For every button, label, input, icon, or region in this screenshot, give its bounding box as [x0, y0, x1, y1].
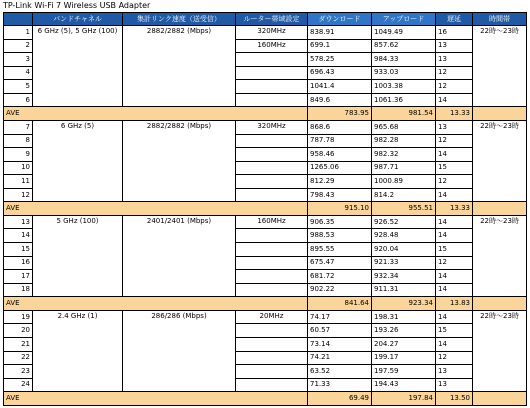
link-speed-cell: 2401/2401 (Mbps) [123, 215, 236, 296]
table-body [4, 26, 527, 406]
average-upload: 955.51 [372, 202, 436, 216]
router-bandwidth-cell [236, 80, 308, 94]
download-cell: 63.52 [308, 365, 372, 379]
latency-cell: 14 [436, 148, 473, 162]
average-label: AVE [4, 107, 308, 121]
router-bandwidth-cell: 320MHz [236, 120, 308, 134]
latency-cell: 14 [436, 188, 473, 202]
router-bandwidth-cell [236, 324, 308, 338]
latency-cell: 12 [436, 134, 473, 148]
average-row [4, 202, 527, 216]
download-cell: 906.35 [308, 215, 372, 229]
latency-cell: 15 [436, 161, 473, 175]
time-slot-cell: 22時〜23時 [473, 215, 527, 296]
router-bandwidth-cell [236, 148, 308, 162]
row-index: 13 [4, 215, 33, 229]
upload-cell: 928.48 [372, 229, 436, 243]
table-row [4, 310, 527, 324]
router-bandwidth-cell: 320MHz [236, 26, 308, 40]
upload-cell: 1049.49 [372, 26, 436, 40]
upload-cell: 920.04 [372, 243, 436, 257]
latency-cell: 12 [436, 351, 473, 365]
download-cell: 812.29 [308, 175, 372, 189]
download-cell: 787.78 [308, 134, 372, 148]
upload-cell: 926.52 [372, 215, 436, 229]
upload-cell: 204.27 [372, 337, 436, 351]
average-download: 69.49 [308, 392, 372, 406]
router-bandwidth-cell [236, 53, 308, 67]
upload-cell: 982.28 [372, 134, 436, 148]
average-latency: 13.33 [436, 202, 473, 216]
latency-cell: 14 [436, 215, 473, 229]
average-label: AVE [4, 297, 308, 311]
router-bandwidth-cell: 160MHz [236, 39, 308, 53]
router-bandwidth-cell [236, 175, 308, 189]
download-cell: 681.72 [308, 270, 372, 284]
upload-cell: 197.59 [372, 365, 436, 379]
table-row [4, 26, 527, 40]
router-bandwidth-cell [236, 270, 308, 284]
upload-cell: 194.43 [372, 378, 436, 392]
download-cell: 74.21 [308, 351, 372, 365]
router-bandwidth-cell [236, 243, 308, 257]
row-index: 2 [4, 39, 33, 53]
latency-cell: 12 [436, 175, 473, 189]
row-index: 1 [4, 26, 33, 40]
download-cell: 798.43 [308, 188, 372, 202]
band-channel-cell: 2.4 GHz (1) [33, 310, 123, 391]
latency-cell: 12 [436, 256, 473, 270]
latency-cell: 13 [436, 378, 473, 392]
download-cell: 849.6 [308, 93, 372, 107]
header-link-speed: 集計リンク速度（送受信） [123, 13, 236, 26]
latency-cell: 14 [436, 337, 473, 351]
latency-cell: 12 [436, 66, 473, 80]
link-speed-cell: 2882/2882 (Mbps) [123, 120, 236, 201]
download-cell: 958.46 [308, 148, 372, 162]
row-index: 24 [4, 378, 33, 392]
upload-cell: 857.62 [372, 39, 436, 53]
average-latency: 13.50 [436, 392, 473, 406]
upload-cell: 965.68 [372, 120, 436, 134]
average-upload: 981.54 [372, 107, 436, 121]
latency-cell: 13 [436, 120, 473, 134]
download-cell: 696.43 [308, 66, 372, 80]
row-index: 17 [4, 270, 33, 284]
table-row [4, 120, 527, 134]
header-download: ダウンロード [308, 13, 372, 26]
band-channel-cell: 6 GHz (5) [33, 120, 123, 201]
header-latency: 遅延 [436, 13, 473, 26]
header-upload: アップロード [372, 13, 436, 26]
download-cell: 699.1 [308, 39, 372, 53]
upload-cell: 982.32 [372, 148, 436, 162]
average-label: AVE [4, 202, 308, 216]
average-time-slot [473, 202, 527, 216]
router-bandwidth-cell [236, 93, 308, 107]
latency-cell: 13 [436, 365, 473, 379]
row-index: 8 [4, 134, 33, 148]
download-cell: 988.53 [308, 229, 372, 243]
latency-cell: 15 [436, 243, 473, 257]
latency-cell: 16 [436, 26, 473, 40]
download-cell: 71.33 [308, 378, 372, 392]
table-row [4, 215, 527, 229]
link-speed-cell: 286/286 (Mbps) [123, 310, 236, 391]
upload-cell: 1003.38 [372, 80, 436, 94]
row-index: 16 [4, 256, 33, 270]
download-cell: 73.14 [308, 337, 372, 351]
row-index: 15 [4, 243, 33, 257]
row-index: 4 [4, 66, 33, 80]
header-time-slot: 時間帯 [473, 13, 527, 26]
time-slot-cell: 22時〜23時 [473, 120, 527, 201]
router-bandwidth-cell [236, 365, 308, 379]
average-time-slot [473, 392, 527, 406]
router-bandwidth-cell [236, 351, 308, 365]
download-cell: 895.55 [308, 243, 372, 257]
average-label: AVE [4, 392, 308, 406]
average-row [4, 107, 527, 121]
latency-cell: 13 [436, 53, 473, 67]
average-upload: 923.34 [372, 297, 436, 311]
row-index: 6 [4, 93, 33, 107]
row-index: 20 [4, 324, 33, 338]
router-bandwidth-cell [236, 161, 308, 175]
average-time-slot [473, 297, 527, 311]
average-download: 783.95 [308, 107, 372, 121]
router-bandwidth-cell [236, 256, 308, 270]
time-slot-cell: 22時〜23時 [473, 26, 527, 107]
download-cell: 675.47 [308, 256, 372, 270]
row-index: 12 [4, 188, 33, 202]
latency-cell: 12 [436, 80, 473, 94]
router-bandwidth-cell [236, 66, 308, 80]
upload-cell: 193.26 [372, 324, 436, 338]
download-cell: 902.22 [308, 283, 372, 297]
latency-cell: 14 [436, 229, 473, 243]
upload-cell: 987.71 [372, 161, 436, 175]
link-speed-cell: 2882/2882 (Mbps) [123, 26, 236, 107]
average-upload: 197.84 [372, 392, 436, 406]
router-bandwidth-cell [236, 337, 308, 351]
router-bandwidth-cell [236, 283, 308, 297]
header-router-bandwidth: ルーター帯域設定 [236, 13, 308, 26]
download-cell: 74.17 [308, 310, 372, 324]
latency-cell: 14 [436, 270, 473, 284]
latency-cell: 14 [436, 283, 473, 297]
latency-cell: 13 [436, 39, 473, 53]
router-bandwidth-cell [236, 188, 308, 202]
upload-cell: 911.31 [372, 283, 436, 297]
row-index: 7 [4, 120, 33, 134]
row-index: 19 [4, 310, 33, 324]
upload-cell: 1000.89 [372, 175, 436, 189]
download-cell: 1265.06 [308, 161, 372, 175]
band-channel-cell: 6 GHz (5), 5 GHz (100) [33, 26, 123, 107]
upload-cell: 1061.36 [372, 93, 436, 107]
average-latency: 13.33 [436, 107, 473, 121]
router-bandwidth-cell [236, 378, 308, 392]
router-bandwidth-cell: 20MHz [236, 310, 308, 324]
speed-test-table [3, 12, 527, 406]
upload-cell: 814.2 [372, 188, 436, 202]
row-index: 9 [4, 148, 33, 162]
band-channel-cell: 5 GHz (100) [33, 215, 123, 296]
document-title: TP-Link Wi-Fi 7 Wireless USB Adapter [3, 1, 151, 10]
download-cell: 1041.4 [308, 80, 372, 94]
upload-cell: 921.33 [372, 256, 436, 270]
row-index: 5 [4, 80, 33, 94]
average-download: 841.64 [308, 297, 372, 311]
row-index: 23 [4, 365, 33, 379]
time-slot-cell: 22時〜23時 [473, 310, 527, 391]
average-download: 915.10 [308, 202, 372, 216]
router-bandwidth-cell [236, 229, 308, 243]
row-index: 14 [4, 229, 33, 243]
header-band: バンドチャネル [33, 13, 123, 26]
row-index: 22 [4, 351, 33, 365]
header-row [4, 13, 527, 26]
router-bandwidth-cell: 160MHz [236, 215, 308, 229]
header-index [4, 13, 33, 26]
download-cell: 838.91 [308, 26, 372, 40]
row-index: 11 [4, 175, 33, 189]
upload-cell: 199.17 [372, 351, 436, 365]
latency-cell: 14 [436, 310, 473, 324]
latency-cell: 14 [436, 93, 473, 107]
average-row [4, 297, 527, 311]
row-index: 3 [4, 53, 33, 67]
latency-cell: 15 [436, 324, 473, 338]
average-latency: 13.83 [436, 297, 473, 311]
router-bandwidth-cell [236, 134, 308, 148]
download-cell: 578.25 [308, 53, 372, 67]
row-index: 10 [4, 161, 33, 175]
row-index: 18 [4, 283, 33, 297]
download-cell: 60.57 [308, 324, 372, 338]
average-time-slot [473, 107, 527, 121]
upload-cell: 198.31 [372, 310, 436, 324]
upload-cell: 933.03 [372, 66, 436, 80]
average-row [4, 392, 527, 406]
upload-cell: 984.33 [372, 53, 436, 67]
download-cell: 868.6 [308, 120, 372, 134]
upload-cell: 932.34 [372, 270, 436, 284]
row-index: 21 [4, 337, 33, 351]
